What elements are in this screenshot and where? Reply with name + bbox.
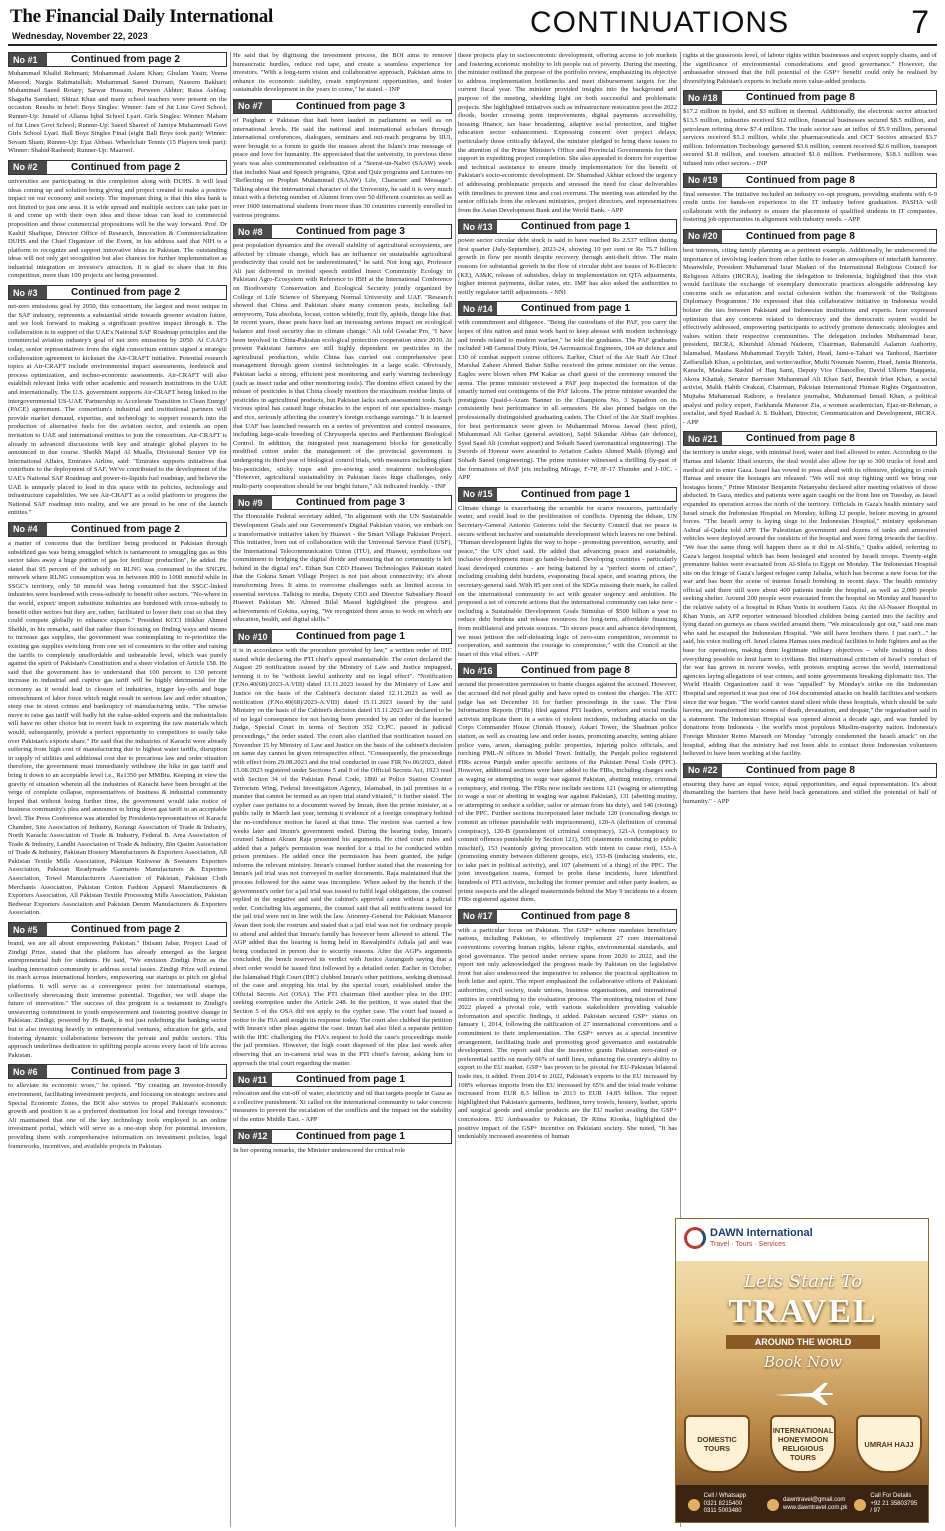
story-block: [233, 52, 452, 95]
continued-from-label: Continued from page 8: [746, 230, 855, 242]
story-number: No #9: [234, 496, 272, 509]
travel-advertisement[interactable]: [675, 1218, 929, 1523]
ad-tagline: AROUND THE WORLD: [726, 1335, 880, 1349]
continued-from-label: Continued from page 1: [296, 1130, 405, 1142]
story-continuation-header[interactable]: [458, 487, 677, 502]
story-block: [233, 629, 452, 1068]
paper-name: The Financial Daily International: [10, 6, 273, 27]
phone-icon: [688, 1499, 700, 1511]
story-continuation-header[interactable]: [683, 229, 937, 244]
story-continuation-header[interactable]: [8, 285, 227, 300]
story-continuation-header[interactable]: [683, 431, 937, 446]
continued-from-label: Continued from page 1: [296, 1074, 405, 1086]
story-number: No #7: [234, 100, 272, 113]
contact-call-text: Call For Details +92 21 35803795 / 97: [870, 1493, 918, 1515]
story-continuation-header[interactable]: [233, 224, 452, 239]
continued-from-label: Continued from page 1: [521, 303, 630, 315]
story-number: No #10: [234, 630, 272, 643]
story-body: Muhammad Khalid Rehmani; Muhammad Aslam Khan; Ghulam Yasin; Veena Masood; Nargis Rahmatullah; Muhammad Saeed Durrani; Naseem Bakhari; Muhammad Saeed Rotary; Sarwar Hussain; Perween Akhter; Raisa Ashfaq; Shagufta Samdani; Shiraz Khan and many school teachers were present on the occasion. Results in brief: Boys Singles: Winner: Jam of Jut Line Govt School; Runner-Up: Junaid of Allama Iqbal School Lyari. Girls Singles: Winner: Maham of Jut Lines Govt School; Runner-Up: Saeed Shareef of Jamiya Muhammadi Govt Girls School Lyari. Ball Boys Singles Final (eight Ball Boys took part): Winner: Sovam Sham; Runner-Up: Ejaz Abbasi. Wheelchair Tennis (15 Players took part): Winner: Shahid Rasheed; Runner-Up: Maaroof.: [8, 70, 227, 155]
story-body: brand, we are all about empowering Pakistan." Ibtisam Jabar, Project Lead of Zindigi Prize, stated that the platform has already emerged as the largest entrepreneurial hub for students. He said, "We envision Zindigi Prize as the leading innovation community to address social issues. Zindigi Prize will extend its reach across international borders, empowering our startups to pitch on global platforms. It will serve as a convergence point for international startups, collectively showcasing their immense potential. Together, we will shape the future of innovation." The success of this program is a testament to Zindigi's unwavering commitment to youth empowerment and fostering positive change in Pakistan. Zindigi, powered by JS Bank, is not just redefining the banking sector but is also investing heavily in entrepreneurial ventures, education for girls, and fostering dynamic collaborations between the private and public sectors. This approach underlines dedication to uplifting people across every facet of life across Pakistan.: [8, 940, 227, 1059]
story-continuation-header[interactable]: [233, 629, 452, 644]
story-number: No #3: [9, 286, 47, 299]
story-body: He said that by digitising the investment process, the BOI aims to remove bureaucratic hurdles, reduce red tape, and create a seamless experience for investors. "With a long-term vision and collaborative approach, Pakistan aims to enhance its economic stability, create employment opportunities, and foster sustainable development in the years to come," he stated. - INP: [233, 52, 452, 94]
continued-from-label: Continued from page 3: [296, 497, 405, 509]
ad-contact-bar: [676, 1485, 929, 1523]
ad-script-line: Lets Start To: [743, 1271, 863, 1292]
badge-umrah: UMRAH HAJJ: [856, 1415, 922, 1473]
section-title: CONTINUATIONS: [530, 6, 790, 39]
story-number: No #15: [459, 488, 497, 501]
story-number: No #8: [234, 225, 272, 238]
story-block: [8, 52, 227, 156]
continued-from-label: Continued from page 2: [71, 161, 180, 173]
story-number: No #18: [684, 91, 722, 104]
story-continuation-header[interactable]: [458, 301, 677, 316]
issue-date: Wednesday, November 22, 2023: [12, 31, 148, 41]
story-block: [683, 90, 937, 168]
story-body: Climate change is exacerbating the scramble for scarce resources, particularly water, and could lead to the proliferation of conflicts. Opening the debate, UN Secretary-General Antonio Guterres told the Security Council that no peace is secure without inclusive and sustainable development which leaves no one behind. "Human development lights the way to hope - promoting prevention, security, and peace," the UN chief said. He added that advancing peace and sustainable, inclusive development must go hand-in-hand. Developing countries - particularly least developed countries - are being battered by a "perfect storm of crises", including crushing debt burdens, evaporating fiscal space, and soaring prices, the secretary-general said. With 85 per cent of the SDGs missing their mark, he called on the international community to act with greater urgency and ambition. He proposed a set of concrete actions that the international community can take now - including a Sustainable Development Goals Stimulus of $500 billion a year to reduce debt burdens and release resources for long-term, affordable financing from multilateral and private sources. "To secure peace and advance development, we must jettison the self-defeating logic of zero-sum competition, recommit to cooperation, and summon the courage to compromise," with the Council at the heart of this vital effort. - APP: [458, 504, 677, 658]
story-number: No #13: [459, 220, 497, 233]
contact-email[interactable]: [767, 1497, 848, 1512]
globe-logo-icon: [684, 1227, 706, 1249]
masthead: [8, 4, 937, 46]
ad-headline: TRAVEL: [728, 1293, 878, 1330]
ad-brand-sub: Travel · Tours · Services: [710, 1241, 786, 1248]
story-body: these projects play in socioeconomic development, offering access to job markets and fostering economic mobility to lift people out of poverty. During the meeting, the minister outlined the purpose of the portfolio review, emphasizing its objective to address implementation bottlenecks and meet disbursement targets for the current fiscal year. The minister provided insights into the background and purpose of the meeting, shedding light on both successful and problematic projects. She highlighted initiatives such as infrastructure restoration post the 2022 floods, border crossing point improvements, digital payments accessibility, housing finance, tax base broadening, adaptive social protection, and higher education sector enhancement. Expressing concern over project delays, particularly those critically delayed, the minister pledged to bring these issues to the attention of the Prime Minister's Office and Provincial Governments for their support in expediting project completion. She also appealed to donors for expertise and technical assistance to ensure timely implementation for the benefit of Pakistan's socio-economic development. Dr. Shamshad Akhtar echoed the urgency of addressing problematic projects and stressed the need for clear deliverables with timelines to prevent time and cost overruns. The meeting was attended by the senior officials from the relevant ministries, project directors, and representatives from the Asian Development Bank and the World Bank. - APP: [458, 52, 677, 214]
story-block: [683, 52, 937, 86]
story-continuation-header[interactable]: [8, 522, 227, 537]
story-block: [458, 909, 677, 1142]
story-body: to alleviate its economic woes," he opined. "By creating an investor-friendly environment, facilitating investment projects, and focusing on strategic sectors and Special Economic Zones, the BOI also strives to propel Pakistan's economic growth and position it as a preferred destination for local and foreign investors." Ali maintained that one of the key technology tools employed is an online investment portal, which will serve as a one-stop shop for potential investors, providing them with comprehensive information on investment policies, legal frameworks, incentives, and available projects in Pakistan.: [8, 1082, 227, 1150]
continued-from-label: Continued from page 2: [71, 924, 180, 936]
story-block: [458, 663, 677, 904]
story-block: [8, 922, 227, 1060]
column-3: [458, 52, 677, 1527]
story-number: No #20: [684, 230, 722, 243]
contact-phone-text: Cell / Whatsapp 0321 8215400 0311 5003480: [703, 1493, 747, 1515]
story-number: No #22: [684, 764, 722, 777]
continued-from-label: Continued from page 8: [746, 174, 855, 186]
continued-from-label: Continued from page 3: [71, 1066, 180, 1078]
story-number: No #14: [459, 302, 497, 315]
story-continuation-header[interactable]: [458, 219, 677, 234]
story-block: [233, 495, 452, 625]
continued-from-label: Continued from page 8: [746, 433, 855, 445]
story-body: best interests, citing family planning as a pertinent example. Additionally, he underscored the importance of involving leaders from other faiths to foster an atmosphere of interfaith harmony. Meanwhile, President Muhammad Israr Madani of the International Religious Council for Religious Affairs (IRCRA), leading the delegation to Indonesia, highlighted that this visit would facilitate the exchange of exemplary democratic practices alongside addressing key concerns such as education and social cohesion within the framework of the 'Religious Diplomacy Programme.' He expressed that this collaborative initiative in Indonesia would bolster the ties between Pakistani and Indonesian institutions and experts. Israr expressed optimism that any concerns related to democracy and the democratic system would be effectively addressed, empowering participants to actively promote democratic ideologies and values within their respective communities. The delegation includes Muhammad Israr, president, IRCRA, Khurshid Ahmad Nadeem, Chairman, Rahmatulil Aalamin Authority, Islamabad, Maulana Muhammad Tayyib Tahiri, Head, Jami-e-Tahari wa Tanhood, Barrister Zaffarullah Khan, a politician, and writer/author, Mufti Nouman Naeem, Head, Jamia Binnoria, Karachi, Maulana Rashid of Haq Sami, Deputy Vice Chancellor, David Ullerm Haqqania, Akora Khattak, Senator Barrister Muhammad Ali Khan Saif, Beenish Irfan Khan, a social activist, Malik Habib Orakzai, Chairman, Pakistan International Human Rights Organization, Mujtaba Muhammad Rathore, a freelance journalist, Muhammad Ismail Khan, a political analyst and policy expert, Farkhanda Mansoor Zia, a women academician, Ejaz-ur-Rehman, a socialist, and Syed Rashad A. S. Bukhari, Director, Communication and Development, IRCRA. - APP: [683, 246, 937, 426]
story-number: No #4: [9, 523, 47, 536]
story-number: No #21: [684, 432, 722, 445]
story-block: [458, 219, 677, 297]
story-block: [233, 99, 452, 220]
story-number: No #2: [9, 161, 47, 174]
story-block: [233, 1072, 452, 1124]
badge-international: INTERNATIONAL HONEYMOON RELIGIOUS TOURS: [770, 1415, 836, 1473]
airplane-icon: [772, 1379, 834, 1409]
continued-from-label: Continued from page 8: [521, 665, 630, 677]
story-block: [8, 1064, 227, 1151]
story-continuation-header[interactable]: [458, 663, 677, 678]
story-block: [233, 224, 452, 491]
continued-from-label: Continued from page 8: [746, 764, 855, 776]
story-continuation-header[interactable]: [8, 922, 227, 937]
story-block: [683, 431, 937, 758]
story-number: No #1: [9, 53, 47, 66]
story-continuation-header[interactable]: [683, 763, 937, 778]
ad-brand: DAWN International: [710, 1227, 813, 1239]
story-body: ensuring they have an equal voice, equal opportunities, and equal representation. It's about dismantling the barriers that have held back generations and stifled the potential of half of humanity." - APP: [683, 780, 937, 805]
ad-badges: [684, 1415, 922, 1473]
story-number: No #19: [684, 174, 722, 187]
story-body: $17.2 million in hydel, and $3 million in thermal. Additionally, the electronic sector attracted $13.5 million, industries received $12 million, financial businesses secured $8.5 million, and petroleum refining drew $7.4 million. The trade sector saw an influx of $5.9 million, personal services received $5.2 million, while the pharmaceuticals and OCT Sectors attracted $3.7 million. Information Technology garnered $3.6 million, cement received $2.6 million, transport secured $1.8 million, and tourism attracted $1.6 million. Furthermore, $18.1 million was infused into other sectors. - INP: [683, 108, 937, 167]
page-number: 7: [911, 4, 929, 40]
story-block: [683, 229, 937, 427]
story-number: No #12: [234, 1130, 272, 1143]
badge-domestic: DOMESTIC TOURS: [684, 1415, 750, 1473]
story-block: [8, 160, 227, 281]
story-block: [8, 522, 227, 918]
story-continuation-header[interactable]: [458, 909, 677, 924]
mail-icon: [767, 1499, 779, 1511]
story-body: around the prosecution permission to frame charges against the accused. However, the accused did not plead guilty and have opted to contest the charges. The ATC judge has set December 16 for further proceedings in the case. The First Information Reports (FIRs) filed against PTI leaders, workers and social media activists implicate them in a series of violent incidents, including attacks on the Corps Commander House (Jinnah House), Askari Tower, the Shadman police station, as well as creating law and order issues, promoting anarchy, setting ablaze police vans, arson, damaging public properties, injuring police officials, and torching PML-N offices in Model Town. Initially, the Punjab police registered FIRs across Punjab under specific sections of the Pakistan Penal Code (PPC). However, additional sections were later added to the FIRs, including charges such as waging or attempting to wage war against Pakistan, abetting mutiny, criminal conspiracy, and rioting. The FIRs now include sections 121 (waging or attempting to wage a war or abetting in waging war against Pakistan), 131 (abetting mutiny, or attempting to seduce a soldier, sailor or airman from his duty), and 146 (rioting) of the PPC. Further sections incorporated later include 120 (concealing design to commit an offense punishable with imprisonment), 120-A (definition of criminal conspiracy), 120-B (punishment of criminal conspiracy), 121-A (conspiracy to commit offences punishable by Section 121), 505 (statements conducing to public mischief), 153 (wantonly giving provocation with intent to cause riot), 153-A (promoting enmity between different groups, etc), 153-B (inducing students, etc, to take part in political activity), and 107 (abetment of a thing) of the PPC. The joint investigation teams, formed to probe these incidents, have identified hundreds of PTI activists, including the former premier and other party leaders, as prime suspects and the alleged masterminds behind the May 9 incidents in a dozen FIRs registered against them.: [458, 681, 677, 904]
story-block: [8, 285, 227, 518]
story-block: [458, 52, 677, 215]
story-body: The Honorable Federal secretary added, "In alignment with the UN Sustainable Development Goals and our Government's Digital Pakistan vision, we embark on a transformative initiative taken by Huawei - the Smart Village Pakistan Project. This initiative, born out of collaboration with the Universal Service Fund (USF), the International Telecommunication Union (ITU), and Huawei, symbolizes our commitment to bridging the digital divide and ensuring that no community is left behind in the digital era". Ethan Sun CEO Huawei Technologies Pakistan stated that the Gokina Smart Village Project is not just about connectivity; it's about transforming lives. It aims to overcome challenges such as limited access to essential services. Talking to media, Deputy CEO and Director Subsidiary Board Huawei Pakistan Mr. Ahmed Bilal Masud highlighted the progress and achievements of Gokina, saying, "We recognized three areas to work on which are education, health, and digital skills.": [233, 513, 452, 624]
continued-from-label: Continued from page 8: [746, 92, 855, 104]
story-body: relocation and the cut-off of water, electricity and oil that targets people in Gaza as a collective punishment. Xi called on the international community to take concrete measures to prevent the escalation of the conflicts and the impact on the stability of the entire Middle East. - APP: [233, 1090, 452, 1123]
story-number: No #5: [9, 923, 47, 936]
story-body: it is in accordance with the procedure provided by law," a written order of IHC stated while declaring the PTI chief's appeal maintainable. The court declared the August 29 notification issued by the Ministry of Law and Justice impugned, terming it to be "without lawful authority and no legal effect". "Notification (F.No.40(68)/2023-A.VIII) dated 13.11.2023 issued by the Ministry of Law and Justice on the basis of the Cabinet's decision dated 12.11.2023 as well as notification (F.No.40(68)/2023-A.VIII) dated 15.11.2023 issued by the said Ministry on the basis of the Cabinet's decision dated 15.11.2023 are declared to be of no legal consequence for not having been preceded by an order of the learned Judge, Special Court in terms of Section 352 Cr.PC. passed in judicial proceedings," the order stated. The court also clarified that notification issued on November 15 by Ministry of Law and Justice on the basis of the cabinet's decision on same day cannot be given retrospective effect. "Consequently, the proceedings with effect from 29.08.2023 and the trial conducted in case FIR No.06/2023, dated 15.08.2023 registered under Sections 5 and 9 of the Official Secrets Act, 1923 read with Section 34 of the Pakistan Penal Code, 1860 at Police Station Counter Terrorism Wing, Federal Investigation Agency, Islamabad, in jail premises in a manner that cannot be termed as an open trial stand vitiated," it further stated. The cypher case pertains to a document waved by Imran, then the prime minister, at a public rally in March last year, terming it evidence of a foreign conspiracy behind the no-confidence motion he faced at that time. The motion was carried a few weeks later and Imran's government ended. During the hearing today, Imran's counsel Salman Akram Raja presented his arguments. He cited court rules and added that a judge's permission was needed for a trial to be conducted within prison premises. He added once the permission has been granted, the judge informs the relevant ministry. Imran's counsel further stated that the reasoning for Imran's jail trial was not conveyed in earlier documents. Raja maintained that the process followed for the same was incomplete. When asked by the bench if the government's order for a jail trial was issued to fulfil legal obligations, the counsel replied in the negative and said the cabinet's approval came without a judicial order. Concluding his arguments, the counsel said that all notifications issued for the jail trial were not in line with the law. Attorney-General for Pakistan Mansoor Awan then took the rostrum and stated that a jail trial was not for ordinary people to attend and added that Imran's family has however been allowed to attend. The AGP added that the hearing is being held in Rawalpindi's Adiala jail and was being conducted in person due to security reasons. After the AGP's arguments concluded, the bench reserved its verdict with Justice Aurangzeb saying that a short order would be issued first followed by a detailed order. Earlier in October, the Islamabad High Court (IHC) clubbed Imran's other petitions, seeking dismissal of the case and stopping his trial by the special court, established under the Official Secrets Act (OSA). The PTI chairman filed another plea in the IHC seeking exemption under the Article 248. In the petition, it was stated that the Section 5 of the OSA did not apply to the cypher case. The court had issued a notice to the FIA and sought its response today. The court also clubbed the petition with Imran's other pleas against the case. Imran had also filed a separate petition with the IHC challenging the FIA's request to hold the case's proceedings inside the jail premises. However, the high court disposed of the plea last week after observing that an in-camera trial was in the PTI chief's favour, asking him to approach the trial court regarding the matter.: [233, 647, 452, 1067]
story-continuation-header[interactable]: [233, 495, 452, 510]
story-body: final semester. The initiative included an industry co-opt program, providing students with 6-9 credit units for hands-on experience in the IT industry before graduation. PASHA will collaborate with the industry to ensure the placement of qualified students in IT companies, fostering job opportunities in alignment with industry needs. - APP: [683, 190, 937, 224]
story-block: [458, 487, 677, 660]
story-body: universities are participating in this completion along with DUHS. It will lead ideas coming up and solution being giving and project created to make a positive impact on our economy and society. The important thing is that this idea bank is not limited to just one area. It is wide spread and multiple sectors can take part in it and come up with their own idea and these ideas can lead to commercial proposition and those commercial propositions will be the way forward. Prof. Dr Kashif Shafique, Director Office of Research, Innovation & Commercialization DUHS and the Chief Organizer of the Event, in his address said that NIH is a platform to recognize and support innovative ideas in Pakistan. The outstanding ideas will not only get recognition but also chances for further implementation as industrial integration or investor's attraction. It is glad to share that in this competition, more than 100 projects are being presented.: [8, 177, 227, 280]
continued-from-label: Continued from page 2: [71, 54, 180, 65]
story-body: a matter of concerns that the fertilizer being produced in Pakistan through subsidized gas was being smuggled which is tantamount to smuggling gas as this sector takes away a huge portion of gas for fertilizer production", he added. He stated that 95 percent of the subsidy on RLNG was consumed in the SNGPL network where RLNG consumption was in between 800 to 1000 mmcfd while in SSGC's territory, only 50 mmcfd was being consumed but the SSGC-linked industries were burdened with cross-subsidy to benefit other sectors. "No-where in the world, export/ import substitute industries are burdened with cross-subsidy to benefit other sectors but they are, rather, facilitated to lower their cost so that they could compete globally to enhance exports." President KCCI Iftikhar Ahmed Sheikh, in his remarks, said that rather than focusing on finding ways and means to increase gas supplies, the government was contemplating to re-prioritize the existing gas supplies switching from one set of consumers to the other and raising the tariffs to completely unaffordable and unbearable level, which was purely against the spirit of Pakistan's Constitution and a sheer violation of Article 158. He said that the government has to understand that 100 percent to 130 percent increase in industrial and captive gas tariff will be highly detrimental for the economy as it would lead to closure of industries, trigger lay-offs and huge retrenchment of labor force which might result in serious law and order situation, steep rise in street crimes and bankruptcy of manufacturing units. "The unwise move to raise gas tariff will badly hit the value-added exports and the industrialists will have no other choice but to revert back to exporting the raw materials which would, subsequently, provide a perfect opportunity to competitors to easily take over Pakistan's exports share." He said that the industries of Karachi were already suffering from high cost of manufacturing due to highest water tariffs, disruption in supply of utilities and additional cost due to precarious law and order situation therefore, the government must immediately withdraw the hike in gas tariff and bring it down to an acceptable level i.e., Rs1350 per MMBtu. Keeping in view the gravity of situation wherein all the industries of Karachi have been brought at the verge of complete collapse, representatives of business & industrial community hoped that without losing further time, the government would take notice of business community's plea and announce to bring down gas tariff to an acceptable level. The Press Conference was attended by Presidents/representatives of Karachi Chamber, Site Association of Industry, Korangi Association of Trade & Industry, North Karachi Association of Trade & Industry, Federal B. Area Association of Trade & Industry, Landhi Association of Trade & Industry, Bin Qasim Association of Trade & Industry, Pakistan Hosiery Manufacturers & Exporters Association, All Pakistan Textile Mills Association, Pakistan Knitwear & Sweaters Exporters Association, Pakistan Readymade Garments Manufacturers & Exporters Association, Towel Manufacturers Association of Pakistan, Pakistan Cloth Merchants Association, Pakistan Cotton Fashion Apparel Manufacturers & Exporters Association, All Pakistan Textile Processing Mills Association, Pakistan Bedwear Exporters Association and Pakistan Denim Manufacturers & Exporters Association.: [8, 539, 227, 917]
column-divider: [455, 52, 456, 1527]
continued-from-label: Continued from page 3: [296, 100, 405, 112]
story-body: rights at the grassroots level, of labour rights within businesses and export supply chains, and of the significance of environmental considerations and good governance." However, the ambassador stressed that the full potential of the GSP+ benefit could only be realised by diversifying Pakistan's exports to include more value-added products.: [683, 52, 937, 85]
continued-from-label: Continued from page 1: [521, 221, 630, 233]
story-body: the territory is under siege, with minimal food, water and fuel allowed to enter. According to the Hamas and Islamic Jihad sources, the deal would also allow for up to 300 trucks of food and medical aid to enter Gaza. Israel has vowed to press ahead with its offensive, pledging to crush Hamas and ensure the hostages are released. "We will not stop fighting until we bring our hostages home," Prime Minister Benjamin Netanyahu declared after meeting relatives of those abducted. In Gaza, medics and patients were again caught on the front line on Tuesday, as Israel expanded its operation across the north of the territory. Officials in Gaza's health ministry said Israel struck the Indonesian Hospital on Monday, killing 12 people, before moving in ground forces. "The Israeli army is laying siege to the Indonesian Hospital," ministry spokesman Ashraf al-Qudra told AFP. The Palestinian government and dozens of tanks and armoured vehicles were deployed around the outskirts of the hospital and were firing towards the facility. "We fear the same thing will happen there as it did in Al-Shifa," Qudra added, referring to Gaza's largest hospital which has been besieged and scoured by Israeli troops. Twenty-eight premature babies were evacuated from Al-Shifa to Egypt on Monday. The Indonesian Hospital sits on the fringe of Gaza's largest refugee camp Jabalia, which has become a new focus for the war and has been the scene of intense Israeli bombing in recent days. The health ministry official said there still were about 400 patients inside the hospital, as well as 2,000 people seeking shelter. Around 200 people were evacuated from the hospital on Monday and bussed to the relative safety of a hospital in Khan Yunis in southern Gaza. At the Al-Nasser Hospital in Khan Yunis, an AFP reporter witnessed bloodied children being carried into the facility and lying dazed on gurneys as chaos swirled around them. "We miraculously got out," said one man who said he escaped the Indonesian Hospital. "We still have brothers there. I just can't..." he said, his voice trailing off. Israel claims Hamas uses medical facilities to hide fighters and as the base for operations, making them legitimate military objectives -- while insisting it does everything possible to limit harm to civilians. But international criticism of Israel's conduct of the war has grown in recent weeks, with protests erupting across the world, international agencies laying allegations of war crimes, and some governments breaking diplomatic ties. The World Health Organization said it was "appalled" by Monday's strike on the Indonesian Hospital and reported it was just one of 164 documented attacks on health facilities and workers since the war began. "The world cannot stand silent while these hospitals, which should be safe havens, are transformed into scenes of death, devastation, and despair," the organisation said in a statement. The Indonesian Hospital was opened almost a decade ago, and was funded by donations from Indonesia - the world's most populous Muslim-majority nation. Indonesia's Foreign Minister Retno Marsudi on Monday "strongly condemned the Israeli attack" on the hospital, adding that the ministry had not been able to contact three Indonesian volunteers believed to have been working at the facility.: [683, 449, 937, 758]
contact-email-text: dawntravel@gmail.com www.dawntravel.com.pk: [782, 1497, 848, 1511]
story-block: [458, 301, 677, 482]
story-continuation-header[interactable]: [8, 52, 227, 67]
story-number: No #6: [9, 1065, 47, 1078]
continued-from-label: Continued from page 1: [296, 631, 405, 643]
story-continuation-header[interactable]: [683, 90, 937, 105]
story-body: power sector circular debt stock is said to have reached Rs 2.537 trillion during first quarter (July-September), 2023-24, showing 10 per cent or Rs 75.7 billion growth in flow per month despite recovery through anti-theft drive. The main reasons for substantial growth in the flow of circular debt are issues of K-Electric (KE), AJ&K, release of subsidies, delay in implementation on QTA adjustments, higher interest payments, dollar rates, etc. IMF has also asked the authorities to notify regulator tariff adjustments. - NNI: [458, 237, 677, 296]
continued-from-label: Continued from page 2: [71, 287, 180, 299]
story-block: [683, 763, 937, 807]
story-number: No #16: [459, 664, 497, 677]
story-continuation-header[interactable]: [8, 1064, 227, 1079]
story-body: of Paigham e Pakistan that had been lauded in parliament as well as on international levels. He said the national and international scholars through international conferences, dialogues, seminars and out-reach programs by IIUI, were brought to a forum to guide the masses about the Islam's true message of peace and love for humanity. He appreciated that the university, in previous three years was also commemorated celebration of a "Seerat-un-Nabvi (SAAW) week that includes Naat and Speech programs, Qirat and Quiz programs and Lectures on "Reflecting on Prophet Muhammad (SAAW) Life, Character and Message". Talking about the international character of the University, he said it is very much intact with a thriving number of Alumni from over 50 different countries as well as over 1600 international students from more than 30 countries currently enrolled in various programs.: [233, 116, 452, 219]
story-number: No #11: [234, 1073, 272, 1086]
continued-from-label: Continued from page 3: [296, 226, 405, 238]
continued-from-label: Continued from page 1: [521, 488, 630, 500]
story-continuation-header[interactable]: [8, 160, 227, 175]
column-2: [233, 52, 452, 1527]
ad-cta[interactable]: Book Now: [764, 1353, 842, 1371]
contact-call[interactable]: [854, 1493, 918, 1516]
call-icon: [854, 1499, 866, 1511]
story-continuation-header[interactable]: [683, 173, 937, 188]
story-body: net-zero emissions goal by 2050, this consortium, the largest and most unique in the SAF industry, represents a substantial stride towards greener aviation future, and we look forward to making a significant positive impact through it. The collaboration is in support of the UAE's National SAF Roadmap principles and the commercial aviation industry's goal of net zero emissions by 2050. At CAAF3 today, senior representatives from the eight consortium entities signed a strategic collaboration agreement to kickstart the Air-CRAFT initiative. Potential research topics at Air-CRAFT include environmental impact assessments, feedstock and process optimization, and techno-economic assessments. Air-CRAFT will also establish relevant links with other academic and research institutions in the UAE and internationally. The U.S. government supports Air-CRAFT being linked to the intergovernmental US-UAE 'Partnership to Accelerate Transition to Clean Energy' (PACE) agreement. The consortium's industrial and institutional partners will provide market demand, expertise, and technology to support research into the production of alternative fuels for the aviation sector, and extends an open invitation to UAE and international entities to join the consortium. Air-CRAFT is already in advanced discussions with key and strategic global players to be announced in due course. Sheikh Majid Al Mualla, Divisional Senior VP for International Affairs, Emirates Airline, said: "Emirates supports initiatives that contribute to the deployment of SAF. We've contributed to the development of the UAE's National SAF Roadmap and power-to-liquids fuel roadmap, and believe the UAE is uniquely placed to lead in this space with its policies, technology and infrastructure capabilities. We see Air-CRAFT as a solid platform to progress the National SAF roadmap into reality, and we are proud to be one of the launch entities.": [8, 303, 227, 517]
story-number: No #17: [459, 910, 497, 923]
story-body: with a particular focus on Pakistan. The GSP+ scheme mandates beneficiary nations, including Pakistan, to effectively implement 27 core international conventions covering human rights, labour rights, environmental standards, and good governance. The period under review spans from 2020 to 2022, and the report not only acknowledged the progress made by Pakistan on the legislative front but also underscored the imperative to enhance the practical application in both letter and spirit. The report emphasized the collaborative efforts of Pakistani authorities, civil society, trade unions, business organisations, and international entities in contributing to the evaluation process. The monitoring mission of June 2022 played a pivotal role, with various stakeholders providing valuable information and specific findings, it added. Pakistan secured GSP+ status on January 1, 2014, following the ratification of 27 international conventions and a commitment to their implementation. The GSP+ serves as a special incentive arrangement, facilitating trade and promoting good governance and sustainable development. The report said that the incentive grants Pakistan zero-rated or preferential tariffs on nearly 66% of tariff lines, enhancing the country's ability to export to the EU market. GSP+ has proven to be pivotal for EU-Pakistan bilateral trade ties, it added. From 2014 to 2022, Pakistan's exports to the EU increased by 108% whereas imports from the EU increased by 65% and the total trade volume increased from EUR 8.3 billion in 2013 to EUR 14.85 billion. The report highlighted that Pakistan's garments, bedlinen, terry towels, hosiery, leather, sports and surgical goods and similar products are the EU market availing the GSP+ concessions. EU Ambassador to Pakistan, Dr Riina Kionka, highlighted the positive impact of the GSP+ incentive on Pakistani society. She noted, "It has undeniably increased awareness of human: [458, 926, 677, 1141]
story-block: [233, 1129, 452, 1156]
story-body: pest population dynamics and the overall stability of agricultural ecosystems, are affected by climate change, which has an influence on sustainable agricultural productivity that could not be underestimated," he said. Not long ago, Professor Ali just delivered in invited speech entitled Insect Community Ecology in Pakistani Agro-Ecosystem with Reference to IBH at the International Conference on Biodiversity Conservation and Ecological Security jointly organized by College of Life Science of Shenyang Normal University and UAF. "Research showed that China and Pakistan share many common pests, including fall armyworm, Tuta absoluta, locust, cotton whitefly, fruit fly, aphids, things like that. In recent years, these pests have had an increasing serious impact on ecological balance and food security due to climate change." Ali told Gwadar Pro, "I have been involved in China-Pakistan ecological protection cooperation since 2010. At present Pakistani farmers are still highly dependent on pesticides in the agricultural production, while China has carried out comprehensive pest management through green control technologies in a large scale. Obviously, Pakistan lacks a strong, efficient pest monitoring and early warning technology (such as insect radar and other monitoring tools). The domino effect caused by the misuse of pesticides is that China closely monitors the maximum residue limits of pesticides in agricultural products, but Pakistan lacks such assessment tools. Such vicious spiral has caused huge obstacles to the export of our specialties- mango and rice, seriously affecting the country's foreign exchange earnings." It is learned that UAF has launched research on a series of prevention and control measures, including large-scale breeding of Chrysoperla species and Parthenium Biological Control. In addition, the integrated pest management blocks for genetically modified cotton under the management of the provincial government is undergoing its third year of biological control trials, with measures including plant bio-pesticides, sticky traps and pro-sowing seed treatment technologies. "However, agricultural sustainability in Pakistan faces huge challenges, only multi-party cooperation should be our bright future," Ali indicated frankly. - INP: [233, 242, 452, 490]
story-body: with commitment and diligence. "Being the custodians of the PAF, you carry the hopes of this nation and must work hard to keep abreast with modern technology and trends related to modern warfare," he told the graduates. The PAF graduates included 148 General Duty Pilots, 94 Aeronautical Engineers, 104 air defence and 130 of combat support course officers. Earlier, Chief of the Air Staff Air Chief Marshal Zaheer Ahmed Babar Sidhu received the prime minister on the venue. Eagles were blown when PM Kakar as chief guest of the ceremony entered the arena. The prime minister reviewed a PAF jeep inspected the formation of the smartly turned out contingents of the PAF falcons. The prime minister awarded the prestigious Quaid-i-Azam Banner to the Champions No. 3 Squadron on its consistently best performance in all semesters. He also pinned badges on the professionally distinguished graduating cadets. The Chief of the Air Staff trophies for best performance were given to Muhammad Moosa Jawad (best pilot), Muhammad Ali Gohar (general aviation), Sajid Sikandar Abbas (air defence), Syed Saad Ali (combat support) and Sohaib Saeed (aeronautical engineering). The Swords of Honour were awarded to Aviation Cadets Ahmed Malik (flying) and Sohaib Saeed (engineering). The prime minister witnessed a thrilling fly-past of the formations of PAF jets including Mirage, F-7P, JF-17 Thunder and J-10C. - APP: [458, 319, 677, 482]
story-continuation-header[interactable]: [233, 1072, 452, 1087]
story-continuation-header[interactable]: [233, 99, 452, 114]
continued-from-label: Continued from page 8: [521, 910, 630, 922]
story-block: [683, 173, 937, 225]
story-continuation-header[interactable]: [233, 1129, 452, 1144]
contact-phone[interactable]: [688, 1493, 752, 1516]
story-body: In her opening remarks, the Minister underscored the critical role: [233, 1146, 406, 1154]
ad-header: [676, 1219, 929, 1261]
column-divider: [230, 52, 231, 1527]
column-1: [8, 52, 227, 1527]
continued-from-label: Continued from page 2: [71, 523, 180, 535]
